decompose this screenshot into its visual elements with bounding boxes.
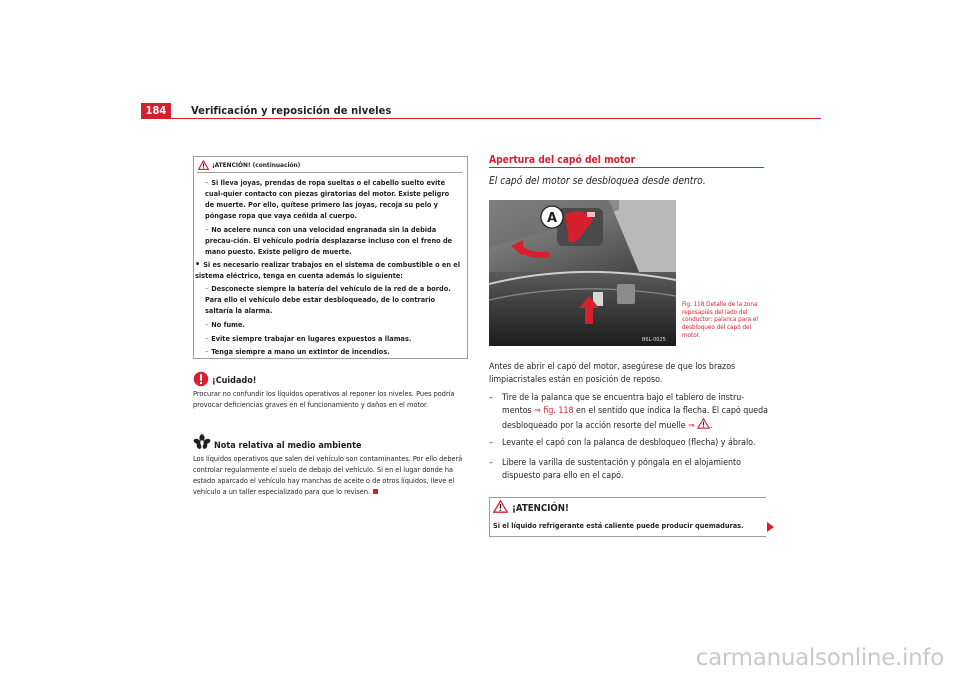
warning-triangle-icon [198, 160, 209, 170]
warning-subitem-2: – No fume. [205, 320, 245, 329]
figure-label-a: A [546, 211, 558, 226]
warning-bullet: • Si es necesario realizar trabajos en el sistema de combustible o en el sistema eléctrico, tenga en cuenta además lo siguiente: [195, 260, 461, 280]
page-title: Verificación y reposición de niveles [191, 104, 392, 117]
warning-item-1: – Si lleva joyas, prendas de ropa sueltas o el cabello suelto evite cual-quier contacto con piezas giratorias del motor. Existe peligro de muerte. Por ello, quítese primero las joyas, recoja su pelo y póngase ropa que vaya ceñida al cuerpo. [205, 178, 450, 220]
environment-icon [193, 434, 211, 450]
continue-arrow-icon [767, 522, 774, 532]
figure-118-photo [489, 200, 676, 346]
watermark: carmanualsonline.info [695, 645, 944, 671]
caution-heading: ¡Cuidado! [212, 376, 257, 386]
figure-reference-link[interactable]: ⇒ fig. 118 [534, 406, 574, 416]
section-rule [489, 167, 764, 168]
figure-caption: Fig. 118 Detalle de la zona reposapiés del lado del conductor: palanca para el desbloqueo del capó del motor. [682, 301, 758, 339]
page-number: 184 [141, 103, 171, 119]
warning-reference-icon[interactable] [697, 418, 710, 429]
warning-box-heading: ¡ATENCIÓN! (continuación) [212, 161, 301, 169]
step-3-text: Libere la varilla de sustentación y póngala en el alojamiento dispuesto para ello en el capó. [502, 458, 741, 481]
section-title: Apertura del capó del motor [489, 155, 636, 166]
warning-subitem-4: – Tenga siempre a mano un extintor de incendios. [205, 347, 390, 356]
warning-item-2: – No acelere nunca con una velocidad engranada sin la debida precau-ción. El vehículo podría desplazarse incluso con el freno de mano puesto. Existe peligro de muerte. [205, 225, 453, 256]
warning-text: Si el líquido refrigerante está caliente puede producir quemaduras. [493, 521, 744, 530]
intro-text: Antes de abrir el capó del motor, asegúrese de que los brazos limpiacristales están en posición de reposo. [489, 362, 736, 385]
warning-subitem-1: – Desconecte siempre la batería del vehículo de la red de a bordo. Para ello el vehículo debe estar desbloqueado, de lo contrario saltaría la alarma. [205, 284, 451, 315]
section-subtitle: El capó del motor se desbloquea desde dentro. [489, 176, 706, 187]
step-3-dash: – [489, 458, 493, 468]
caution-text: Procurar no confundir los líquidos operativos al reponer los niveles. Pues podría provocar deficiencias graves en el funcionamiento y daños en el motor. [193, 389, 455, 409]
warning-heading: ¡ATENCIÓN! [512, 503, 569, 514]
end-marker-icon [373, 489, 378, 494]
step-2-text: Levante el capó con la palanca de desbloqueo (flecha) y ábralo. [502, 438, 756, 448]
hood-release-illustration [489, 200, 676, 346]
warning-subitem-3: – Evite siempre trabajar en lugares expuestos a llamas. [205, 334, 412, 343]
caution-icon [193, 371, 209, 387]
figure-code: B6L-0025 [642, 337, 666, 343]
header-rule [171, 118, 821, 119]
step-1-text: Tire de la palanca que se encuentra bajo el tablero de instru-mentos ⇒ fig. 118 en el sentido que indica la flecha. El capó queda desbloqueado por la acción resorte del muelle ⇒ . [502, 393, 768, 431]
step-2-dash: – [489, 438, 493, 448]
warning-triangle-icon [493, 500, 508, 513]
step-1-dash: – [489, 393, 493, 403]
environment-heading: Nota relativa al medio ambiente [214, 441, 362, 451]
environment-text: Los líquidos operativos que salen del vehículo son contaminantes. Por ello deberá controlar regularmente el suelo de debajo del vehículo. Si en el lugar donde ha estado aparcado el vehículo hay manchas de aceite o de otros líquidos, lleve el vehículo a un taller especializado para que lo revisen. [193, 454, 463, 496]
